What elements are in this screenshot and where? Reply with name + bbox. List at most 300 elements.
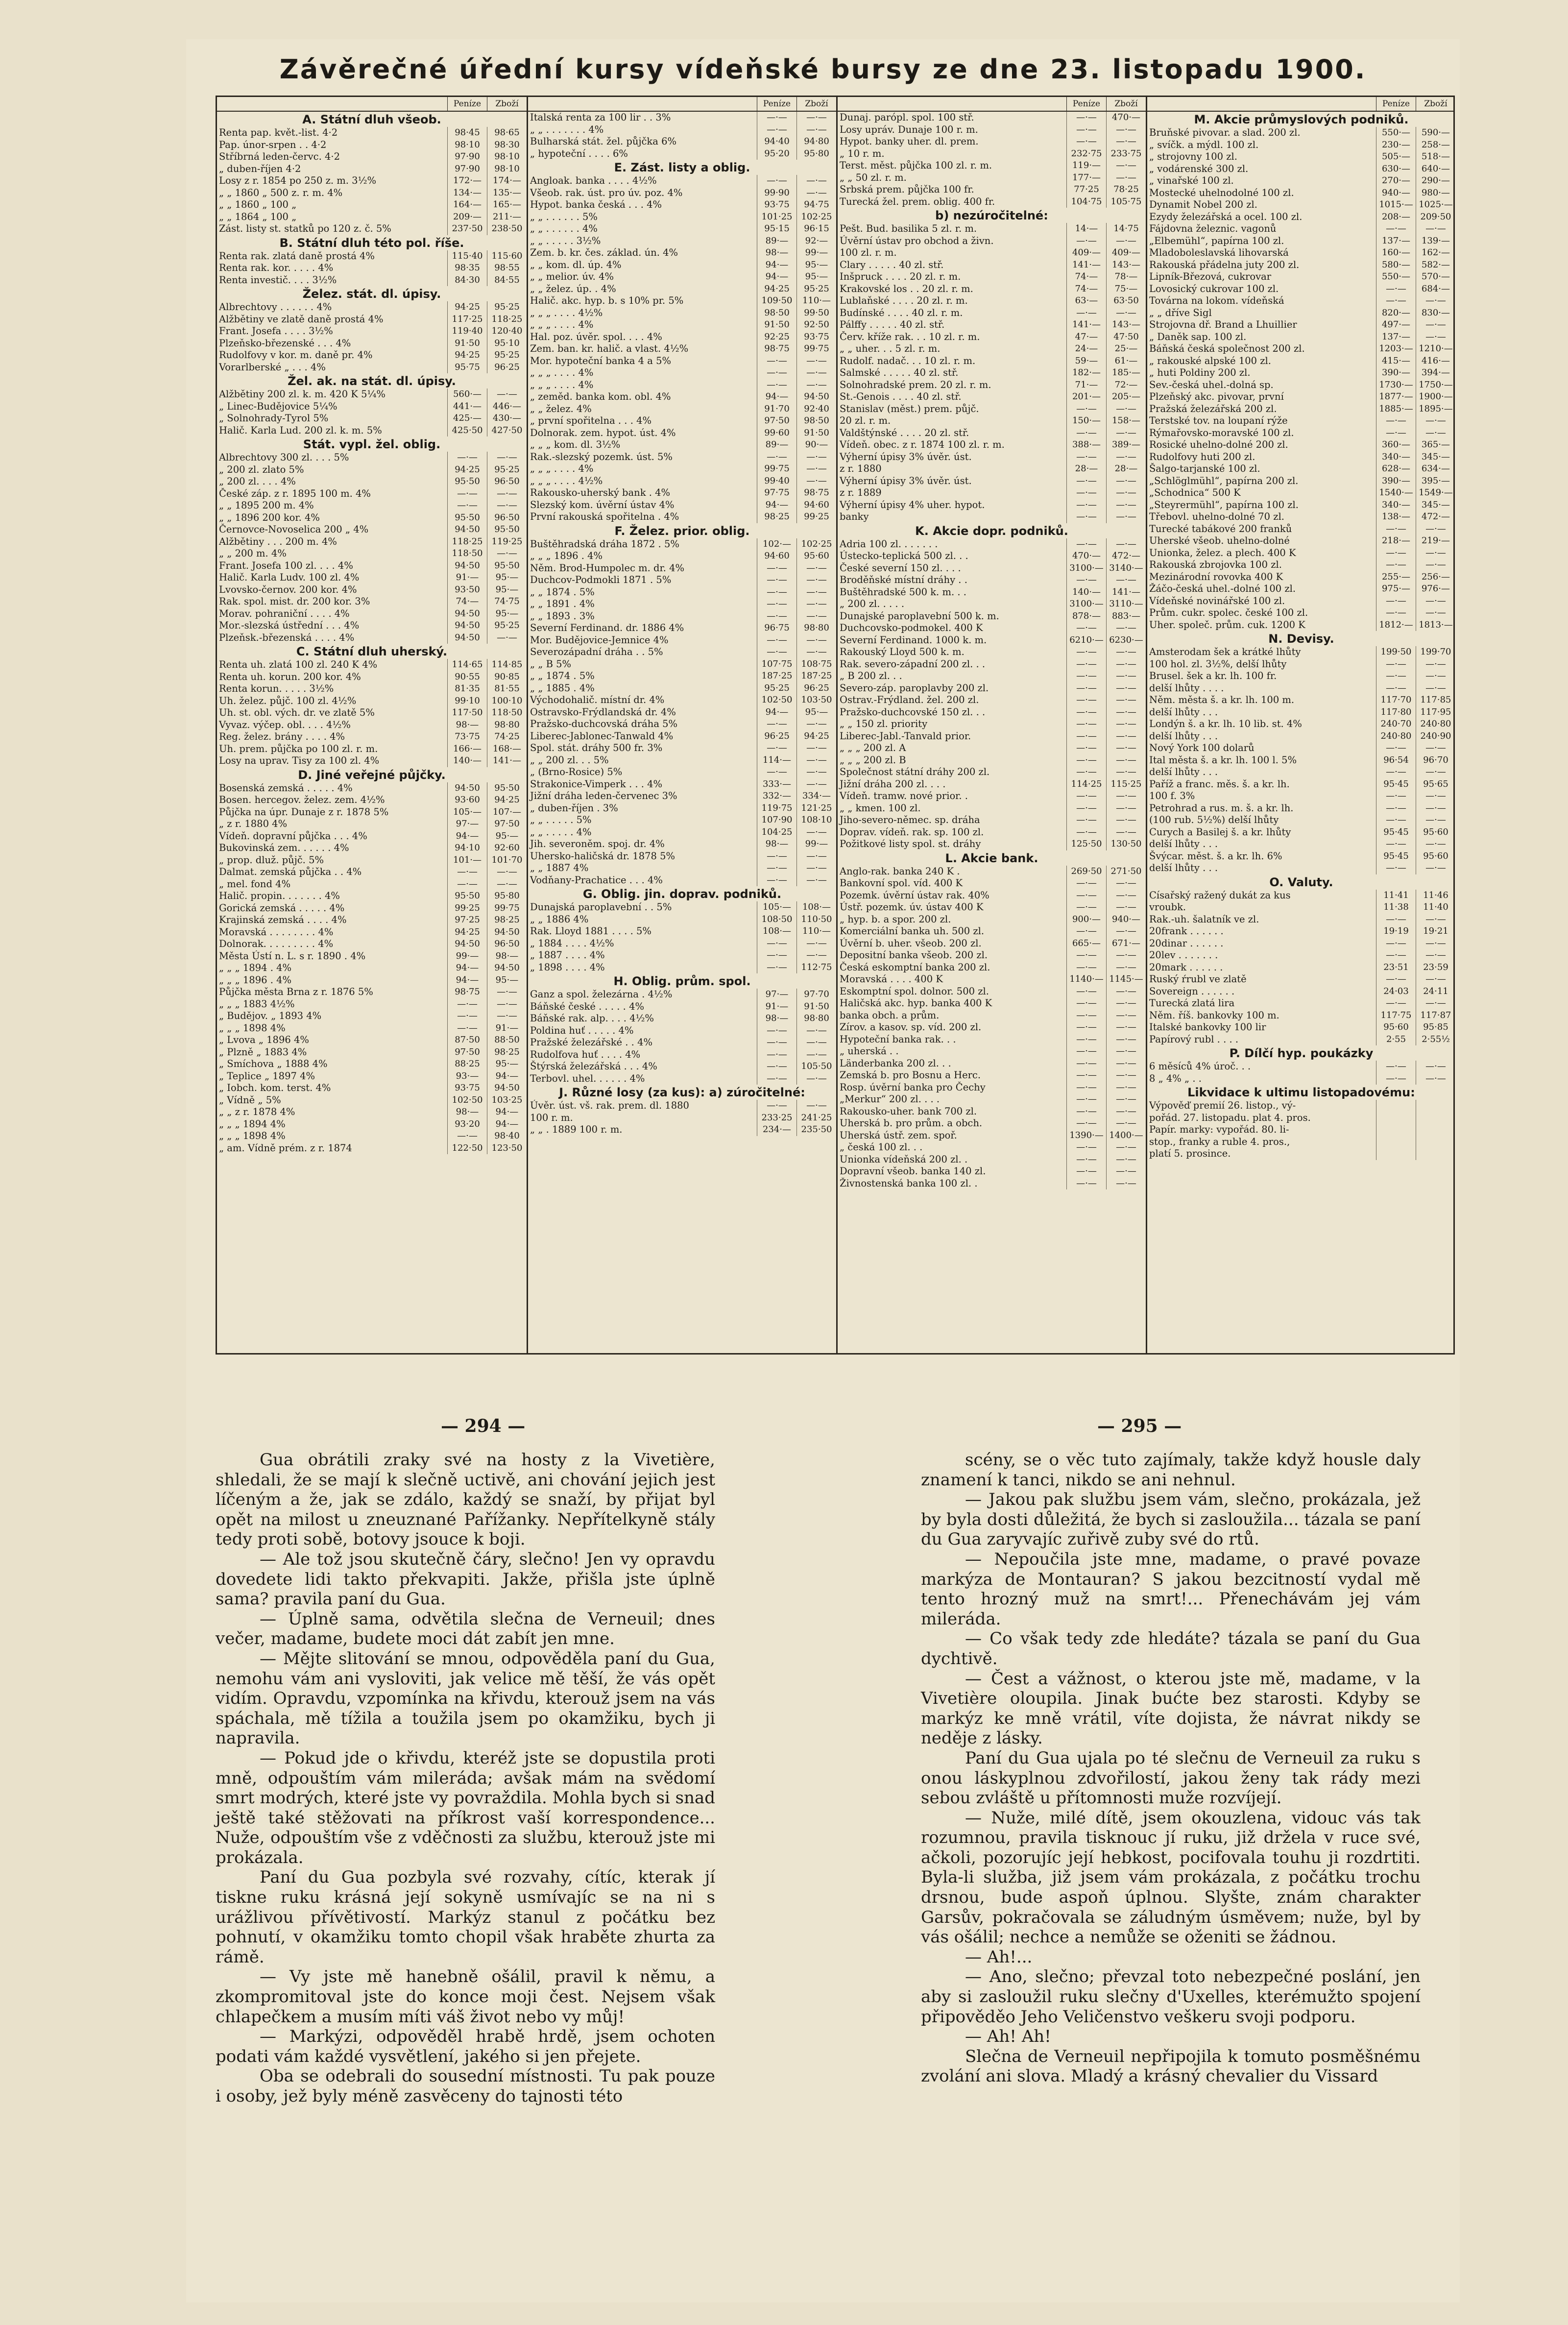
goods-price: —·— (487, 1010, 527, 1022)
goods-price: —·— (487, 998, 527, 1011)
security-name: delší lhůty . . . (1149, 862, 1218, 873)
money-price: —·— (757, 379, 796, 391)
rate-row (1147, 973, 1455, 986)
money-price (1376, 1124, 1416, 1136)
security-name: Buštěhradská dráha 1872 . 5% (530, 538, 679, 550)
security-name: Třebovl. uhelno-dolné 70 zl. (1149, 511, 1284, 522)
security-name: Albrechtovy . . . . . . 4% (219, 301, 332, 313)
money-price: —·— (1066, 826, 1106, 839)
rate-row (1147, 259, 1455, 271)
money-price: 209·— (447, 211, 487, 223)
security-name: Halič. propin. . . . . . . 4% (219, 890, 340, 901)
goods-price: 118·25 (487, 314, 527, 326)
security-name: Úvěrní ústav pro obchod a živn. (840, 235, 994, 246)
money-price: —·— (1066, 890, 1106, 902)
goods-price (1416, 1112, 1455, 1124)
rate-row (528, 1073, 836, 1085)
security-name: Pap. únor-srpen . . 4·2 (219, 139, 327, 150)
goods-price: —·— (796, 938, 836, 950)
rate-row (1147, 391, 1455, 403)
money-price: —·— (1376, 814, 1416, 826)
security-name: České severní 150 zl. . . . (840, 562, 961, 574)
story-paragraph: Slečna de Verneuil nepřipojila k tomuto posměšnému zvolání ani slova. Mladý a krásný chevalier du Vissard (921, 2046, 1421, 2086)
security-name: Úvěr. úst. vš. rak. prem. dl. 1880 (530, 1100, 689, 1111)
rate-row (838, 1093, 1146, 1106)
rate-row (1147, 682, 1455, 695)
security-name: „ Daněk sap. 100 zl. (1149, 331, 1247, 342)
rate-row (1147, 706, 1455, 719)
security-name: Frant. Josefa 100 zl. . . . 4% (219, 559, 353, 571)
security-name: „ Teplice „ 1897 4% (219, 1070, 315, 1082)
security-name: „ „ 50 zl. r. m. (840, 171, 907, 183)
money-price: —·— (1066, 235, 1106, 247)
security-name: Halič. Karla Ludv. 100 zl. 4% (219, 572, 360, 583)
story-paragraph: — Nepoučila jste mne, madame, o pravé povaze markýza de Montauran? S jakou bezcitností vydal mě tento hrozný muž na smrt!... Přenechávám jej vám mileráda. (921, 1549, 1421, 1629)
security-name: „ rakouské alpské 100 zl. (1149, 355, 1271, 366)
security-name: „ „ B 5% (530, 658, 572, 670)
rate-row (838, 1010, 1146, 1022)
security-name: Dynamit Nobel 200 zl. (1149, 199, 1257, 210)
goods-price: 107·— (487, 806, 527, 819)
goods-price: 95·— (487, 608, 527, 620)
section-title: E. Zást. listy a oblig. (614, 161, 750, 174)
money-price: 94·— (757, 391, 796, 403)
money-price: 87·50 (447, 1034, 487, 1046)
rate-row (528, 148, 836, 160)
money-price: 99·25 (447, 902, 487, 915)
security-name: platí 5. prosince. (1149, 1148, 1231, 1159)
rate-row (1147, 766, 1455, 778)
security-name: Výherní úpisy 3% úvěr. úst. (840, 475, 972, 486)
money-price: 409·— (1066, 247, 1106, 259)
money-price: 89·— (757, 439, 796, 451)
security-name: Báňské české . . . . . 4% (530, 1000, 645, 1012)
security-name: Hal. poz. úvěr. spol. . . . 4% (530, 331, 662, 342)
rate-row (528, 379, 836, 391)
rate-row (217, 488, 527, 500)
rate-row (1147, 151, 1455, 163)
rate-row (528, 415, 836, 427)
security-name: Černovce-Novoselica 200 „ 4% (219, 524, 369, 535)
money-price: 93·75 (757, 199, 796, 211)
rate-row (838, 718, 1146, 730)
security-name: Reg. želez. brány . . . . 4% (219, 731, 345, 742)
money-price (1376, 1148, 1416, 1160)
money-price: —·— (1066, 670, 1106, 682)
rate-row (217, 998, 527, 1011)
money-price: 94·— (447, 962, 487, 974)
goods-price: —·— (1416, 949, 1455, 962)
security-name: Amsterodam šek a krátké lhůty (1149, 646, 1301, 657)
goods-price: 1895·— (1416, 403, 1455, 415)
security-name: Paříž a franc. měs. š. a kr. lh. (1149, 778, 1290, 790)
money-price: 97·25 (447, 914, 487, 926)
security-name: Výpověď premií 26. listop., vý- (1149, 1100, 1296, 1111)
security-name: Unionka, želez. a plech. 400 K (1149, 547, 1296, 558)
security-name: Uherská b. pro prům. a obch. (840, 1117, 983, 1129)
money-price (1376, 1112, 1416, 1124)
money-price: —·— (1066, 112, 1106, 124)
goods-price: —·— (1106, 754, 1146, 767)
goods-price: —·— (1416, 670, 1455, 682)
money-price: 94·50 (447, 632, 487, 644)
header-money: Peníze (757, 97, 796, 111)
goods-price: 75·— (1106, 283, 1146, 295)
money-price: —·— (757, 1025, 796, 1037)
rate-row (528, 574, 836, 586)
goods-price (1416, 1100, 1455, 1112)
rate-row (1147, 511, 1455, 523)
goods-price: 634·— (1416, 463, 1455, 475)
security-name: Angloak. banka . . . . 4½% (530, 175, 657, 186)
security-name: Turecké tabákové 200 franků (1149, 523, 1292, 534)
goods-price: —·— (796, 850, 836, 863)
money-price: 28·— (1066, 463, 1106, 475)
rate-row (1147, 523, 1455, 535)
money-price: 1885·— (1376, 403, 1416, 415)
goods-price: —·— (1416, 319, 1455, 331)
rate-row (1147, 1073, 1455, 1085)
goods-price: 98·30 (487, 139, 527, 151)
security-name: Rudolf. nadač. . . 10 zl. r. m. (840, 355, 976, 366)
security-name: „ 10 r. m. (840, 147, 885, 159)
money-price: 425·50 (447, 425, 487, 437)
security-name: Valdštýnské . . . . 20 zl. stř. (840, 427, 969, 438)
page-number-left: — 294 — (441, 1416, 526, 1436)
security-name: banka obch. a prům. (840, 1009, 940, 1021)
rate-row (1147, 331, 1455, 343)
money-price: 665·— (1066, 938, 1106, 950)
goods-price: 94·— (487, 1118, 527, 1131)
rate-row (838, 271, 1146, 283)
rate-row (838, 463, 1146, 475)
money-price: 98·10 (447, 139, 487, 151)
money-price: 74·— (447, 596, 487, 608)
rate-row (217, 842, 527, 854)
security-name: Zem. b. kr. čes. základ. ún. 4% (530, 247, 678, 258)
money-price: 975·— (1376, 583, 1416, 595)
header-goods: Zboží (1416, 97, 1455, 111)
money-price: —·— (757, 1037, 796, 1049)
security-name: Mor.-slezská ústřední . . . 4% (219, 620, 360, 631)
security-name: „ „ 200 zl. . . 5% (530, 754, 609, 766)
money-price: 105·— (757, 901, 796, 914)
goods-price: —·— (1106, 949, 1146, 962)
goods-price: 102·25 (796, 211, 836, 223)
goods-price: 135·— (487, 187, 527, 199)
rate-row (838, 367, 1146, 379)
rate-row (217, 974, 527, 987)
goods-price: —·— (796, 754, 836, 767)
money-price: —·— (447, 1022, 487, 1035)
security-name: Mor. hypoteční banka 4 a 5% (530, 355, 672, 366)
goods-price: 72·— (1106, 379, 1146, 391)
money-price: —·— (1376, 682, 1416, 695)
rate-row (838, 511, 1146, 523)
security-name: Poldina huť . . . . . 4% (530, 1024, 634, 1036)
rate-row (838, 391, 1146, 403)
goods-price: 108·10 (796, 814, 836, 826)
money-price: 166·— (447, 743, 487, 755)
security-name: Papír. marky: vypořád. 80. li- (1149, 1124, 1289, 1135)
rate-row (838, 574, 1146, 586)
money-price: 108·— (757, 925, 796, 938)
money-price: —·— (1376, 938, 1416, 950)
goods-price: 91·— (487, 1022, 527, 1035)
rate-row (838, 730, 1146, 743)
rate-row (838, 1130, 1146, 1142)
rate-row (838, 307, 1146, 319)
goods-price: 95·25 (487, 620, 527, 632)
security-name: Pálffy . . . . . 40 zl. stř. (840, 319, 945, 330)
rate-row (528, 730, 836, 743)
money-price: 1877·— (1376, 391, 1416, 403)
goods-price: 1549·— (1416, 487, 1455, 499)
money-price: 102·50 (757, 694, 796, 706)
money-price: 94·40 (757, 136, 796, 148)
goods-price: 416·— (1416, 355, 1455, 367)
story-paragraph: — Co však tedy zde hledáte? tázala se paní du Gua dychtivě. (921, 1629, 1421, 1669)
rate-row (1147, 949, 1455, 962)
rate-row (838, 901, 1146, 914)
goods-price: 28·— (1106, 463, 1146, 475)
security-name: Uherské všeob. uhelno-dolné (1149, 535, 1290, 546)
money-price: 117·25 (447, 314, 487, 326)
goods-price: 3110·— (1106, 598, 1146, 610)
goods-price: —·— (1106, 1034, 1146, 1046)
header-money: Peníze (1066, 97, 1106, 111)
security-name: Dunajská paroplavební . . 5% (530, 901, 672, 913)
goods-price: 97·50 (487, 818, 527, 830)
money-price: —·— (1066, 986, 1106, 998)
goods-price: —·— (796, 874, 836, 887)
security-name: „ Linec-Budějovice 5¼% (219, 400, 338, 412)
security-name: banky (840, 511, 869, 522)
security-name: Eskomptní spol. dolnor. 500 zl. (840, 985, 989, 997)
money-price: 99·— (447, 950, 487, 963)
rate-row (528, 124, 836, 136)
rate-row (838, 1154, 1146, 1166)
goods-price: —·— (1416, 973, 1455, 986)
money-price: —·— (1066, 1106, 1106, 1118)
goods-price: 430·— (487, 412, 527, 425)
money-price: —·— (1066, 307, 1106, 319)
rate-row (838, 790, 1146, 802)
security-name: „ „ 1886 4% (530, 913, 589, 925)
goods-price: —·— (1106, 646, 1146, 658)
rate-row (838, 259, 1146, 271)
money-price: —·— (1066, 1178, 1106, 1190)
goods-price: 472·— (1106, 550, 1146, 562)
money-price: 93·50 (447, 584, 487, 596)
goods-price: 141·— (487, 755, 527, 767)
rate-row (1147, 271, 1455, 283)
money-price: 94·50 (447, 782, 487, 795)
security-name: Zást. listy st. statků po 120 z. č. 5% (219, 223, 391, 234)
money-price: 95·45 (1376, 778, 1416, 791)
goods-price: 96·50 (487, 512, 527, 524)
goods-price: 99·— (796, 247, 836, 259)
money-price: —·— (1066, 1045, 1106, 1058)
money-price: 95·45 (1376, 850, 1416, 863)
security-name: „ Iobch. kom. terst. 4% (219, 1082, 331, 1093)
goods-price: —·— (796, 742, 836, 754)
money-price: —·— (1066, 997, 1106, 1010)
rate-row (528, 850, 836, 863)
money-price: —·— (1376, 973, 1416, 986)
security-name: „ duben-říjen 4·2 (219, 163, 301, 174)
money-price: 233·25 (757, 1112, 796, 1124)
goods-price: 96·15 (796, 223, 836, 235)
goods-price: 209·50 (1416, 211, 1455, 223)
money-price: —·— (1376, 295, 1416, 307)
money-price: 232·75 (1066, 148, 1106, 160)
money-price: —·— (1066, 646, 1106, 658)
security-name: „ strojovny 100 zl. (1149, 151, 1237, 162)
money-price: 117·80 (1376, 706, 1416, 719)
rate-row (528, 550, 836, 562)
rate-row (217, 596, 527, 608)
rate-row (528, 901, 836, 914)
goods-price: —·— (796, 1037, 836, 1049)
goods-price: 95·— (487, 974, 527, 987)
rate-row (528, 1049, 836, 1061)
security-name: „ „ „ 1898 4% (219, 1022, 286, 1034)
security-name: „Schodnica“ 500 K (1149, 487, 1241, 498)
money-price: —·— (757, 742, 796, 754)
money-price: 98·— (757, 1013, 796, 1025)
rate-row (528, 586, 836, 599)
security-name: Bosenská zemská . . . . . 4% (219, 782, 353, 794)
goods-price: 2·55½ (1416, 1034, 1455, 1046)
money-price: 240·80 (1376, 730, 1416, 743)
rate-row (528, 1061, 836, 1073)
rate-row (838, 112, 1146, 124)
security-name: Rakouská zbrojovka 100 zl. (1149, 559, 1282, 570)
money-price: —·— (1376, 914, 1416, 926)
security-name: „ hyp. b. a spor. 200 zl. (840, 913, 951, 925)
rate-row (838, 451, 1146, 463)
money-price: —·— (757, 355, 796, 367)
rate-row (838, 331, 1146, 343)
header-goods: Zboží (487, 97, 527, 111)
money-price: 878·— (1066, 610, 1106, 623)
rate-row (217, 620, 527, 632)
goods-price: 98·55 (487, 262, 527, 274)
money-price: —·— (447, 452, 487, 464)
goods-price: —·— (1106, 160, 1146, 172)
rate-row (217, 401, 527, 413)
money-price: —·— (757, 962, 796, 974)
goods-price: —·— (487, 986, 527, 998)
security-name: Hypot. banky uher. dl. prem. (840, 136, 979, 147)
rate-row (217, 572, 527, 584)
security-name: „ „ . . . . . 5% (530, 814, 592, 825)
money-price: 91·50 (757, 319, 796, 331)
security-name: „ hypoteční . . . . 6% (530, 147, 628, 159)
goods-price: 205·— (1106, 391, 1146, 403)
security-name: Prům. cukr. spolec. české 100 zl. (1149, 607, 1308, 618)
security-name: Adria 100 zl. . . . . . . (840, 538, 938, 550)
security-name: Uhersko-haličská dr. 1878 5% (530, 850, 675, 862)
security-name: Dunaj. parópl. spol. 100 stř. (840, 112, 974, 123)
money-price: 94·— (757, 499, 796, 511)
security-name: Rudolfovy v kor. m. daně pr. 4% (219, 349, 373, 361)
money-price: —·— (447, 866, 487, 878)
rate-row (838, 223, 1146, 235)
money-price: 93·60 (447, 794, 487, 806)
money-price: 332·— (757, 790, 796, 802)
money-price: 96·75 (757, 622, 796, 634)
goods-price: 92·— (796, 235, 836, 247)
security-name: Frant. Josefa . . . . 3½% (219, 325, 333, 337)
goods-price: —·— (796, 1049, 836, 1061)
money-price: 425·— (447, 412, 487, 425)
goods-price: —·— (796, 379, 836, 391)
money-price: —·— (1066, 1141, 1106, 1154)
security-name: Uh. st. obl. vých. dr. ve zlatě 5% (219, 707, 375, 718)
security-name: Turecká zlatá lira (1149, 997, 1235, 1009)
goods-price: 94·60 (796, 499, 836, 511)
rate-row (217, 250, 527, 263)
security-name: „ „ . 1889 100 r. m. (530, 1124, 623, 1135)
security-name: 20dinar . . . . . . (1149, 937, 1224, 949)
security-name: Turecká žel. prem. oblig. 400 fr. (840, 195, 995, 207)
security-name: delší lhůty . . . (1149, 706, 1218, 718)
security-name: Mladoboleslavská lihovarská (1149, 247, 1289, 258)
story-paragraph: Oba se odebrali do sousední místnosti. Tu pak pouze i osoby, jež byly méně zasvěceny do tajnosti této (216, 2066, 715, 2106)
rate-row (528, 175, 836, 187)
goods-price: —·— (1106, 718, 1146, 730)
money-price: 102·— (757, 538, 796, 551)
rate-row (838, 877, 1146, 890)
rate-row (1147, 850, 1455, 863)
money-price: 114·65 (447, 659, 487, 671)
money-price: —·— (757, 874, 796, 887)
section-title: B. Státní dluh této pol. říše. (279, 236, 464, 250)
rate-row (838, 196, 1146, 208)
money-price: 77·25 (1066, 184, 1106, 196)
security-name: Solnohradské prem. 20 zl. r. m. (840, 379, 991, 390)
money-price: 122·50 (447, 1142, 487, 1155)
rate-row (217, 314, 527, 326)
goods-price: 95·85 (1416, 1021, 1455, 1034)
rate-row (528, 367, 836, 379)
goods-price: —·— (1416, 1073, 1455, 1085)
security-name: Půjčka na úpr. Dunaje z r. 1878 5% (219, 806, 389, 818)
security-name: Ganz a spol. železárna . 4½% (530, 989, 673, 1000)
security-name: Fájdovna železnic. vagonů (1149, 223, 1277, 234)
security-name: Báňská česká společnost 200 zl. (1149, 343, 1305, 354)
security-name: „ „ „ 1883 4½% (219, 998, 295, 1010)
security-name: „ z r. 1880 4% (219, 818, 288, 829)
goods-price: 24·11 (1416, 986, 1455, 998)
security-name: Buštěhradské 500 k. m. . . (840, 586, 966, 598)
rate-row (217, 464, 527, 476)
money-price: —·— (1376, 283, 1416, 295)
goods-price: 110·50 (796, 914, 836, 926)
section-title: C. Státní dluh uherský. (296, 645, 448, 658)
rate-row (217, 914, 527, 926)
money-price: 101·— (447, 854, 487, 867)
security-name: „ Lvova „ 1896 4% (219, 1034, 309, 1045)
goods-price: —·— (1106, 901, 1146, 914)
rate-row (217, 560, 527, 572)
security-name: Rosp. úvěrní banka pro Čechy (840, 1081, 986, 1093)
rate-row (838, 682, 1146, 695)
goods-price: 187·25 (796, 670, 836, 682)
goods-price: —·— (1416, 682, 1455, 695)
